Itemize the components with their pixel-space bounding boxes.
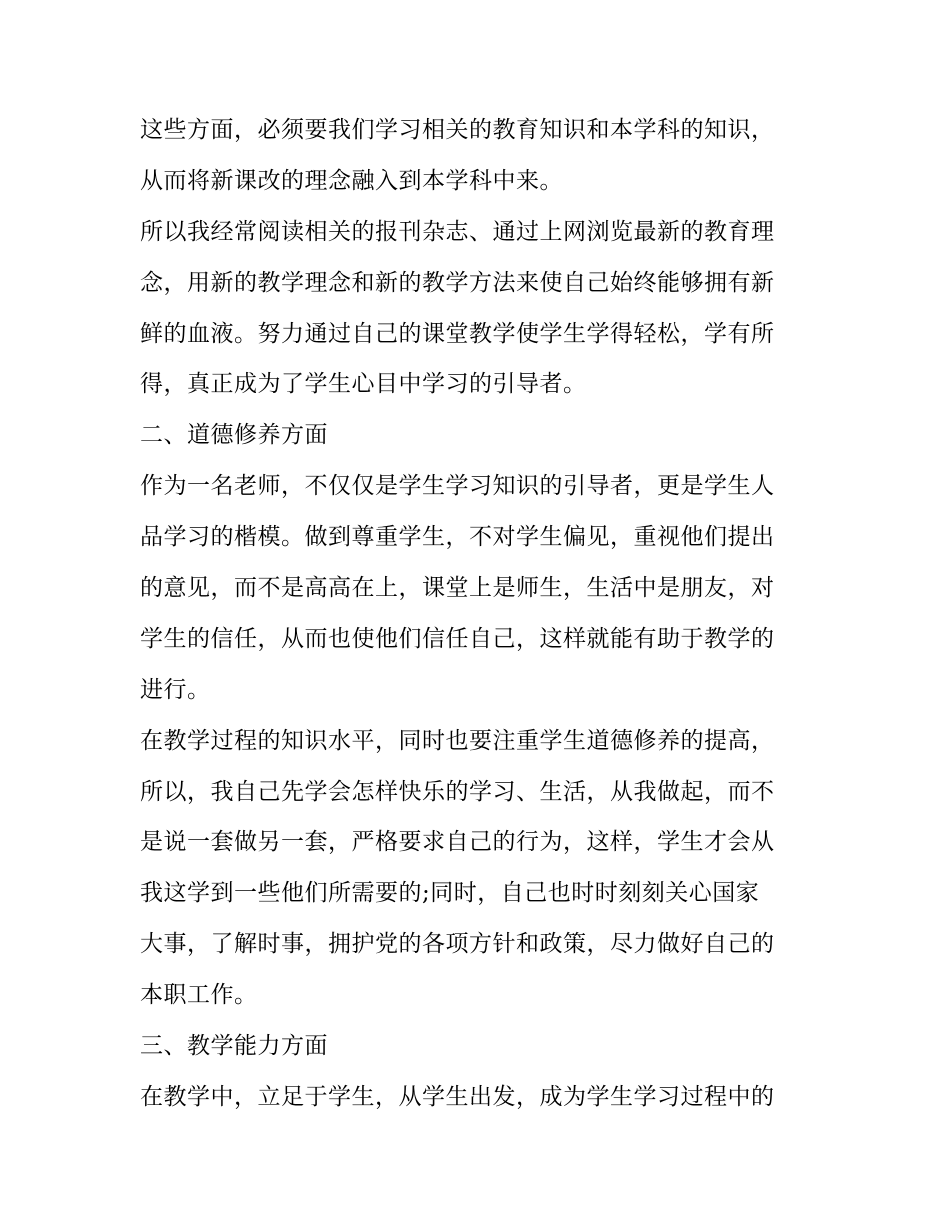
text-line: 本职工作。 (140, 982, 258, 1009)
text-line: 念，用新的教学理念和新的教学方法来使自己始终能够拥有新 (140, 269, 775, 296)
document-body (140, 105, 820, 1123)
text-line: 从而将新课改的理念融入到本学科中来。 (140, 167, 563, 194)
text-line: 学生的信任，从而也使他们信任自己，这样就能有助于教学的 (140, 625, 775, 652)
section-heading: 三、教学能力方面 (140, 1033, 328, 1060)
text-line: 所以我经常阅读相关的报刊杂志、通过上网浏览最新的教育理 (140, 218, 775, 245)
section-heading: 二、道德修养方面 (140, 422, 328, 449)
text-line: 进行。 (140, 676, 211, 703)
text-line: 我这学到一些他们所需要的;同时，自己也时时刻刻关心国家 (140, 880, 760, 907)
text-line: 得，真正成为了学生心目中学习的引导者。 (140, 371, 587, 398)
text-line: 是说一套做另一套，严格要求自己的行为，这样，学生才会从 (140, 829, 775, 856)
text-line: 在教学过程的知识水平，同时也要注重学生道德修养的提高， (140, 727, 775, 754)
text-line: 大事，了解时事，拥护党的各项方针和政策，尽力做好自己的 (140, 931, 775, 958)
text-line: 鲜的血液。努力通过自己的课堂教学使学生学得轻松，学有所 (140, 320, 775, 347)
text-line: 在教学中，立足于学生，从学生出发，成为学生学习过程中的 (140, 1083, 775, 1110)
text-line: 这些方面，必须要我们学习相关的教育知识和本学科的知识， (140, 117, 775, 143)
text-line: 的意见，而不是高高在上，课堂上是师生，生活中是朋友，对 (140, 575, 775, 602)
text-line: 作为一名老师，不仅仅是学生学习知识的引导者，更是学生人 (140, 473, 775, 500)
text-line: 所以，我自己先学会怎样快乐的学习、生活，从我做起，而不 (140, 778, 775, 805)
text-line: 品学习的楷模。做到尊重学生，不对学生偏见，重视他们提出 (140, 524, 775, 551)
